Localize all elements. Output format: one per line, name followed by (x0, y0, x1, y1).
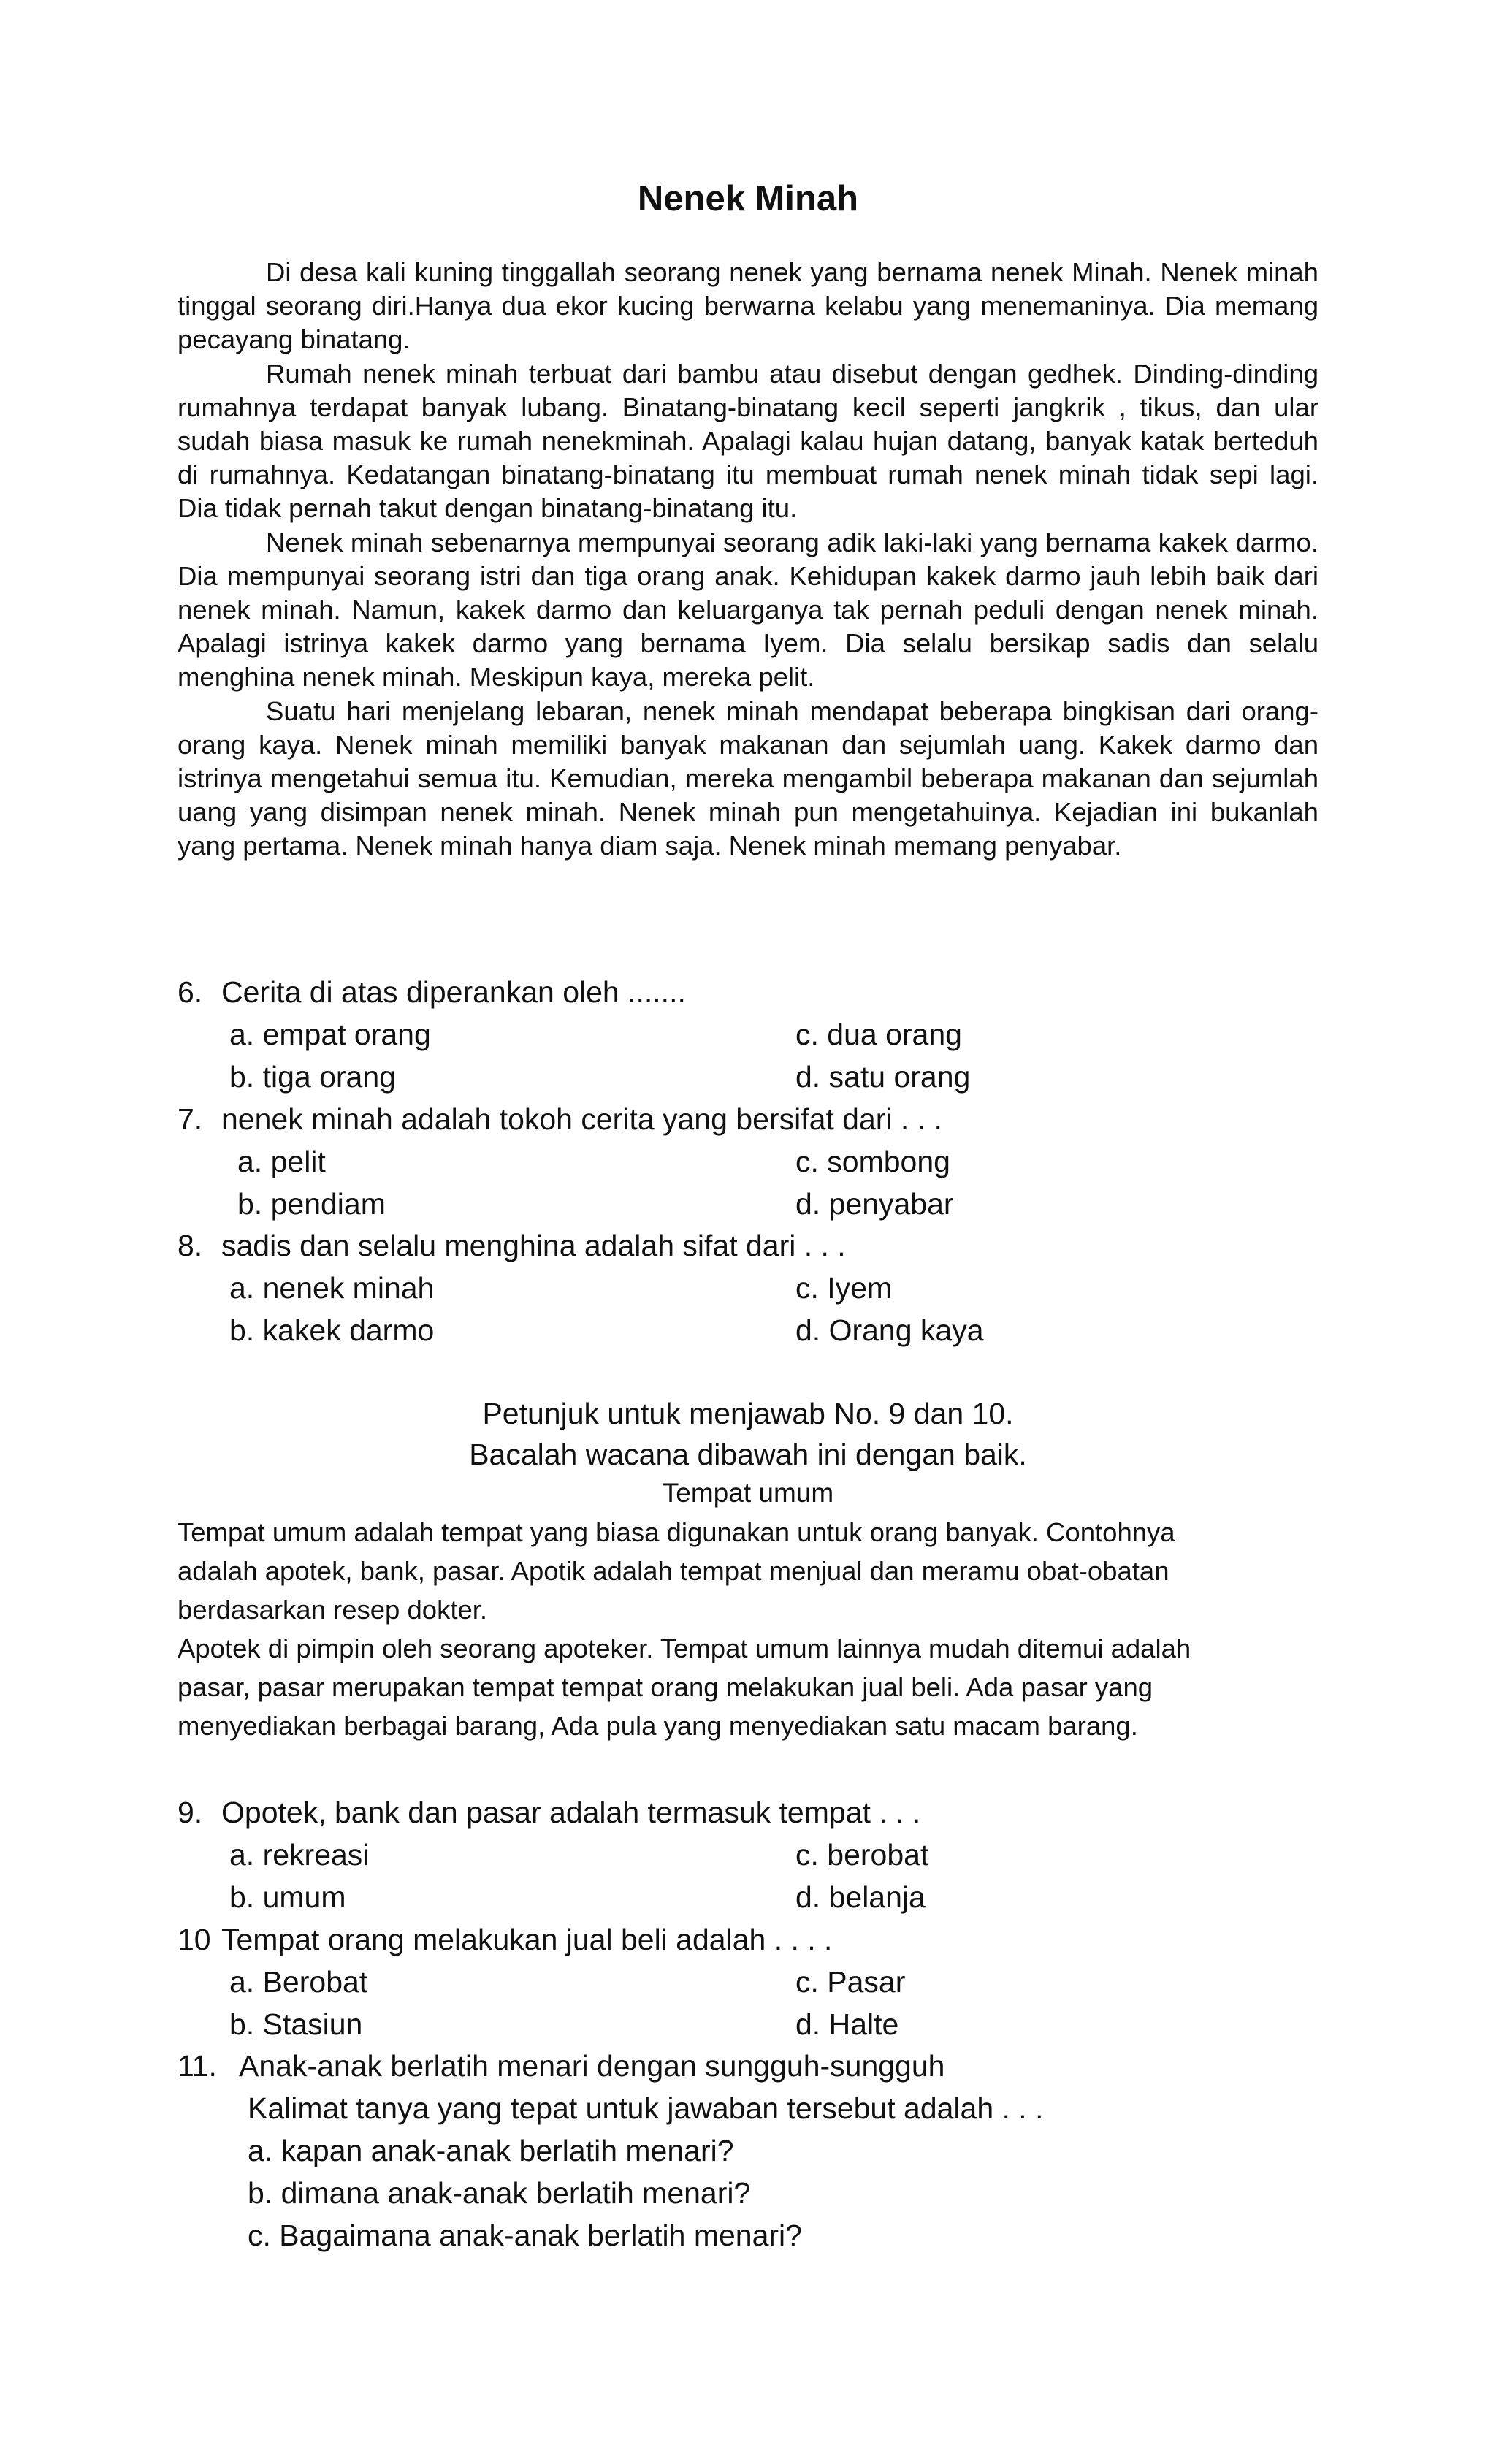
passage-line: menyediakan berbagai barang, Ada pula yang menyediakan satu macam barang. (178, 1711, 1138, 1741)
q11-option-b[interactable]: b. dimana anak-anak berlatih menari? (248, 2176, 751, 2210)
question-text: nenek minah adalah tokoh cerita yang bersifat dari . . . (221, 1102, 942, 1136)
q8-option-a[interactable]: a. nenek minah (229, 1271, 435, 1305)
story-paragraph-1: Di desa kali kuning tinggallah seorang nenek yang bernama nenek Minah. Nenek minah tinggal seorang diri.Hanya dua ekor kucing berwarna kelabu yang menemaninya. Dia memang pecayang binatang. (178, 257, 1318, 355)
question-text: Tempat orang melakukan jual beli adalah . . . . (221, 1923, 833, 1956)
q7-option-a[interactable]: a. pelit (237, 1145, 326, 1178)
q7-option-c[interactable]: c. sombong (795, 1145, 950, 1178)
q9-option-d[interactable]: d. belanja (795, 1880, 926, 1914)
q11-option-c[interactable]: c. Bagaimana anak-anak berlatih menari? (248, 2219, 802, 2252)
question-8 (178, 1227, 846, 1264)
q10-option-c[interactable]: c. Pasar (795, 1965, 906, 1999)
q7-option-b[interactable]: b. pendiam (237, 1187, 386, 1221)
passage-line: berdasarkan resep dokter. (178, 1595, 488, 1625)
story-text (178, 256, 1318, 863)
q7-option-d[interactable]: d. penyabar (795, 1187, 954, 1221)
question-text: sadis dan selalu menghina adalah sifat dari . . . (221, 1229, 846, 1262)
question-number: 8. (178, 1229, 203, 1262)
question-number: 7. (178, 1102, 203, 1136)
question-11 (178, 2048, 944, 2084)
question-number: 11. (178, 2049, 217, 2083)
q6-option-c[interactable]: c. dua orang (795, 1018, 962, 1051)
instruction-line-1: Petunjuk untuk menjawab No. 9 dan 10. (482, 1397, 1014, 1430)
question-number: 10 (178, 1923, 211, 1956)
question-10 (178, 1921, 832, 1958)
q8-option-b[interactable]: b. kakek darmo (229, 1313, 435, 1347)
q11-option-a[interactable]: a. kapan anak-anak berlatih menari? (248, 2134, 734, 2167)
story-paragraph-4: Suatu hari menjelang lebaran, nenek minah mendapat beberapa bingkisan dari orang-orang kaya. Nenek minah memiliki banyak makanan dan sejumlah uang. Kakek darmo dan istrinya mengetahui semua itu. Kemudian, mereka mengambil beberapa makanan dan sejumlah uang yang disimpan nenek minah. Nenek minah pun mengetahuinya. Kejadian ini bukanlah yang pertama. Nenek minah hanya diam saja. Nenek minah memang penyabar. (178, 695, 1318, 861)
story-paragraph-2: Rumah nenek minah terbuat dari bambu atau disebut dengan gedhek. Dinding-dinding rumahnya terdapat banyak lubang. Binatang-binatang kecil seperti jangkrik , tikus, dan ular sudah biasa masuk ke rumah nenekminah. Apalagi kalau hujan datang, banyak katak berteduh di rumahnya. Kedatangan binatang-binatang itu membuat rumah nenek minah tidak sepi lagi. Dia tidak pernah takut dengan binatang-binatang itu. (178, 358, 1318, 524)
question-text: Anak-anak berlatih menari dengan sungguh-sungguh (239, 2049, 945, 2083)
q8-option-d[interactable]: d. Orang kaya (795, 1313, 984, 1347)
question-11-prompt: Kalimat tanya yang tepat untuk jawaban tersebut adalah . . . (248, 2091, 1044, 2125)
q9-option-c[interactable]: c. berobat (795, 1838, 929, 1872)
question-number: 6. (178, 975, 203, 1009)
passage-line: Apotek di pimpin oleh seorang apoteker. Tempat umum lainnya mudah ditemui adalah (178, 1633, 1191, 1663)
passage-line: pasar, pasar merupakan tempat tempat orang melakukan jual beli. Ada pasar yang (178, 1672, 1153, 1702)
passage-line: Tempat umum adalah tempat yang biasa digunakan untuk orang banyak. Contohnya (178, 1517, 1175, 1547)
q10-option-d[interactable]: d. Halte (795, 2007, 899, 2041)
q6-option-a[interactable]: a. empat orang (229, 1018, 431, 1051)
instruction-line-2: Bacalah wacana dibawah ini dengan baik. (469, 1438, 1027, 1471)
q10-option-b[interactable]: b. Stasiun (229, 2007, 363, 2041)
q9-option-a[interactable]: a. rekreasi (229, 1838, 370, 1872)
q10-option-a[interactable]: a. Berobat (229, 1965, 368, 1999)
q9-option-b[interactable]: b. umum (229, 1880, 346, 1914)
passage-text (178, 1513, 1346, 1745)
passage-line: adalah apotek, bank, pasar. Apotik adalah tempat menjual dan meramu obat-obatan (178, 1556, 1169, 1586)
question-7 (178, 1101, 942, 1137)
q6-option-d[interactable]: d. satu orang (795, 1060, 971, 1094)
question-6 (178, 974, 686, 1010)
passage-title: Tempat umum (662, 1478, 834, 1508)
story-paragraph-3: Nenek minah sebenarnya mempunyai seorang adik laki-laki yang bernama kakek darmo. Dia mempunyai seorang istri dan tiga orang anak. Kehidupan kakek darmo jauh lebih baik dari nenek minah. Namun, kakek darmo dan keluarganya tak pernah peduli dengan nenek minah. Apalagi istrinya kakek darmo yang bernama Iyem. Dia selalu bersikap sadis dan selalu menghina nenek minah. Meskipun kaya, mereka pelit. (178, 527, 1318, 693)
story-title: Nenek Minah (637, 179, 859, 218)
question-9 (178, 1794, 920, 1831)
question-number: 9. (178, 1796, 203, 1829)
question-text: Opotek, bank dan pasar adalah termasuk tempat . . . (221, 1796, 921, 1829)
q8-option-c[interactable]: c. Iyem (795, 1271, 893, 1305)
question-text: Cerita di atas diperankan oleh ....... (221, 975, 686, 1009)
q6-option-b[interactable]: b. tiga orang (229, 1060, 396, 1094)
